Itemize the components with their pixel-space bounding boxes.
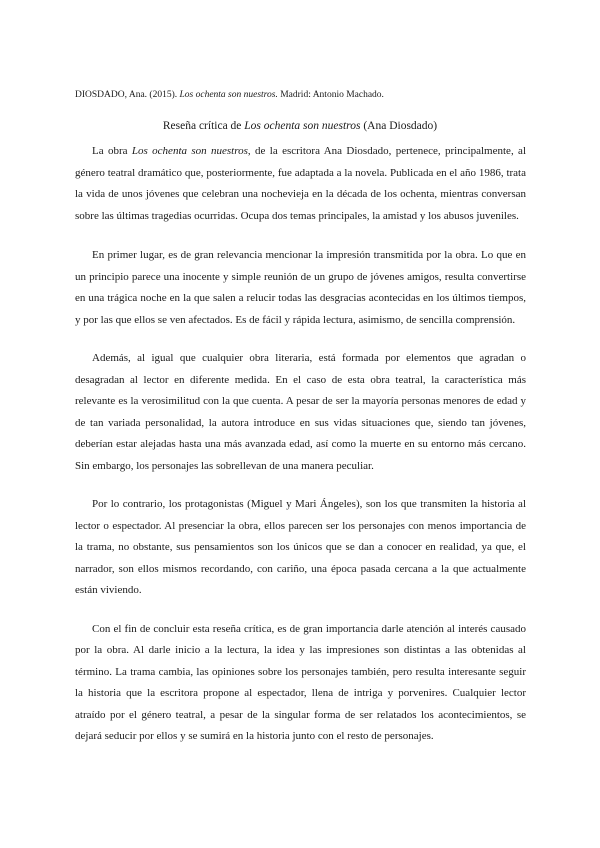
- review-title: [0, 119, 600, 133]
- review-title-prefix: Reseña crítica de: [162, 120, 242, 132]
- paragraph-introduction: [75, 141, 526, 227]
- paragraph-introduction-start: La obra: [92, 145, 128, 157]
- paragraph-elements: Además, al igual que cualquier obra literaria, está formada por elementos que agradan o desagradan al lector en diferente medida. En el caso de esta obra teatral, la característica más relevante es la verosimilitud con la que cuenta. A pesar de ser la mayoría personas menores de edad y de tan variada personalidad, la autora introduce en sus vidas situaciones que, siendo tan jóvenes, deberían estar alejadas hasta una más avanzada edad, así como la muerte en su entorno más cercano. Sin embargo, los personajes las sobrellevan de una manera peculiar.: [75, 352, 526, 472]
- paragraph-introduction-book-title: Los ochenta son nuestros: [131, 145, 248, 157]
- review-title-book: Los ochenta son nuestros: [244, 120, 361, 132]
- paragraph-conclusion: Con el fin de concluir esta reseña crítica, es de gran importancia darle atención al interés causado por la obra. Al darle inicio a la lectura, la idea y las impresiones son distintas a las obtenidas al término. La trama cambia, las opiniones sobre los personajes también, pero resulta interesante seguir la historia que la escritora propone al espectador, llena de intriga y porvenires. Cualquier lector atraído por el género teatral, a pesar de la singular forma de ser relatados los acontecimientos, se dejará seducir por ellos y se sumirá en la historia junto con el resto de personajes.: [75, 622, 526, 742]
- reference-book-title: Los ochenta son nuestros.: [179, 90, 278, 100]
- review-body: [75, 141, 526, 766]
- review-title-author: (Ana Diosdado): [363, 120, 438, 132]
- paragraph-protagonists: Por lo contrario, los protagonistas (Miguel y Mari Ángeles), son los que transmiten la historia al lector o espectador. Al presenciar la obra, ellos parecen ser los personajes con menos importancia de la trama, no obstante, sus pensamientos son los únicos que se dan a conocer en realidad, ya que, el narrador, son ellos mismos recordando, con cariño, una época pasada cercana a la que actualmente están viviendo.: [75, 498, 526, 596]
- paragraph-impression: En primer lugar, es de gran relevancia mencionar la impresión transmitida por la obra. Lo que en un principio parece una inocente y simple reunión de un grupo de jóvenes amigos, resulta convertirse en una trágica noche en la que salen a relucir todas las desgracias acontecidas en los últimos tiempos, y por las que ellos se ven afectados. Es de fácil y rápida lectura, asimismo, de sencilla comprensión.: [75, 249, 526, 326]
- reference-publisher: Madrid: Antonio Machado.: [280, 90, 384, 100]
- reference-author-year: DIOSDADO, Ana. (2015).: [75, 90, 178, 100]
- paragraph-introduction-rest: , de la escritora Ana Diosdado, pertenece, principalmente, al género teatral dramático que, posteriormente, fue adaptada a la novela. Publicada en el año 1986, trata la vida de unos jóvenes que celebran una nochevieja en la década de los ochenta, mientras conversan sobre las últimas tragedias ocurridas. Ocupa dos temas principales, la amistad y los abusos juveniles.: [75, 145, 526, 222]
- bibliographic-reference: [75, 89, 535, 101]
